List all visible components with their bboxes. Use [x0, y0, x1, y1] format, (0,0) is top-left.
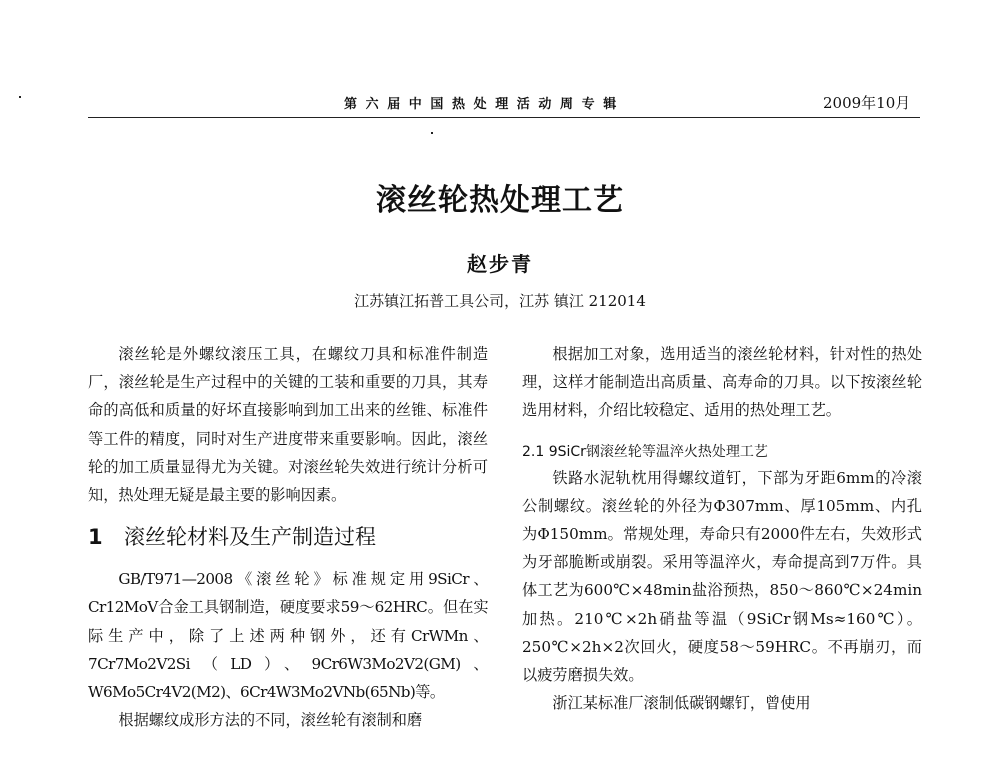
- section-1-body: [88, 565, 488, 706]
- issue-date: 2009年10月: [823, 94, 911, 112]
- section-2-1-paragraph: 铁路水泥轨枕用得螺纹道钉，下部为牙距6mm的冷滚公制螺纹。滚丝轮的外径为Φ307mm、厚105mm、内孔为Φ150mm。常规处理，寿命只有2000件左右，失效形式为牙部脆断或崩裂。采用等温淬火，寿命提高到7万件。具体工艺为600℃×48min盐浴预热，850～860℃×24min加热。210℃×2h硝盐等温（9SiCr钢Ms≈160℃）。250℃×2h×2次回火，硬度58～59HRC。不再崩刃，而以疲劳磨损失效。: [522, 468, 922, 685]
- scan-speck: [431, 132, 433, 134]
- intro-paragraph: 滚丝轮是外螺纹滚压工具，在螺纹刀具和标准件制造厂，滚丝轮是生产过程中的关键的工装和重要的刀具，其寿命的高低和质量的好坏直接影响到加工出来的丝锥、标准件等工件的精度，同时对生产进度带来重要影响。因此，滚丝轮的加工质量显得尤为关键。对滚丝轮失效进行统计分析可知，热处理无疑是最主要的影响因素。: [88, 345, 488, 505]
- left-column: [88, 340, 488, 734]
- header-rule: [88, 117, 920, 118]
- section-1-title: 滚丝轮材料及生产制造过程: [124, 525, 376, 550]
- section-1-number: 1: [88, 525, 103, 550]
- author-name: 赵步青: [467, 252, 533, 276]
- section-1-heading: [88, 523, 488, 551]
- right-column: [522, 340, 922, 717]
- section-2-1-heading: 2.1 9SiCr钢滚丝轮等温淬火热处理工艺: [522, 443, 768, 460]
- section-1-paragraph: GB/T971—2008《滚丝轮》标准规定用9SiCr、Cr12MoV合金工具钢制造，硬度要求59～62HRC。但在实际生产中，除了上述两种钢外，还有CrWMn、7Cr7Mo2V2Si（LD）、9Cr6W3Mo2V2(GM)、W6Mo5Cr4V2(M2)、6Cr4W3Mo2VNb(65Nb)等。: [88, 570, 488, 702]
- section-2-1-paragraph-continued: 浙江某标准厂滚制低碳钢螺钉，曾使用: [552, 694, 811, 713]
- running-head: [0, 93, 1000, 115]
- article-title: 滚丝轮热处理工艺: [376, 183, 624, 218]
- journal-name: 第六届中国热处理活动周专辑: [344, 97, 625, 112]
- right-intro-paragraph: 根据加工对象，选用适当的滚丝轮材料，针对性的热处理，这样才能制造出高质量、高寿命的刀具。以下按滚丝轮选用材料，介绍比较稳定、适用的热处理工艺。: [522, 345, 922, 420]
- section-1-paragraph-continued: 根据螺纹成形方法的不同，滚丝轮有滚制和磨: [118, 711, 423, 730]
- author-affiliation: 江苏镇江拓普工具公司，江苏 镇江 212014: [354, 292, 646, 310]
